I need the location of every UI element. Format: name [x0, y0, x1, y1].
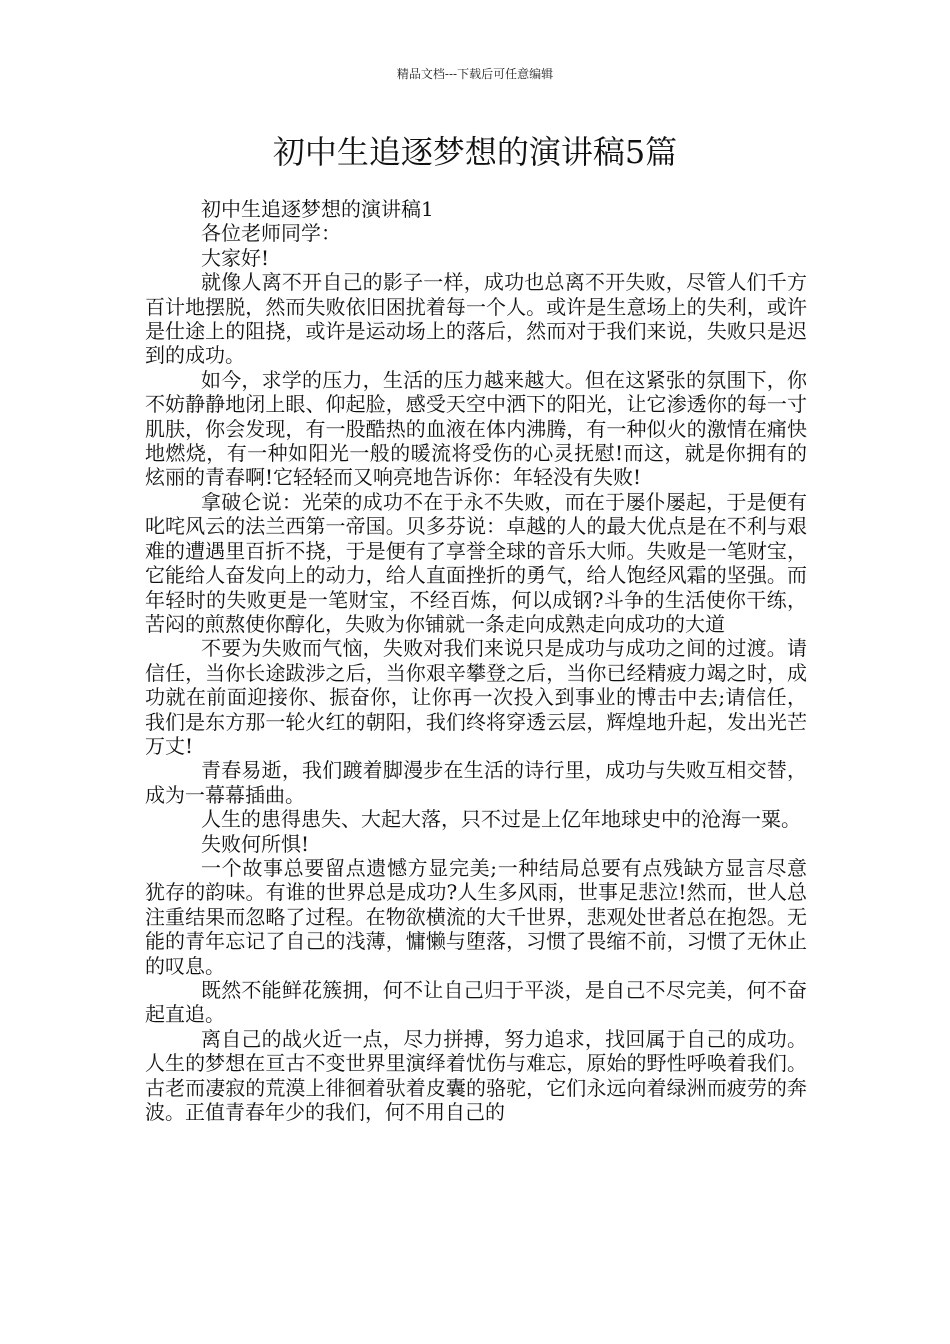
document-body: [145, 197, 807, 1124]
paragraph: 失败何所惧!: [201, 831, 310, 856]
paragraph: 就像人离不开自己的影子一样，成功也总离不开失败，尽管人们千方百计地摆脱，然而失败依旧困扰着每一个人。或许是生意场上的失利，或许是仕途上的阻挠，或许是运动场上的落后，然而对于我们来说，失败只是迟到的成功。: [145, 270, 807, 368]
paragraph: 既然不能鲜花簇拥，何不让自己归于平淡，是自己不尽完美，何不奋起直追。: [145, 978, 807, 1027]
greeting: 大家好!: [201, 245, 270, 270]
page-header: 精品文档---下载后可任意编辑: [396, 67, 554, 81]
paragraph: 离自己的战火近一点，尽力拼搏，努力追求，找回属于自己的成功。人生的梦想在亘古不变世界里演绎着忧伤与难忘，原始的野性呼唤着我们。古老而凄寂的荒漠上徘徊着驮着皮囊的骆驼，它们永远向着绿洲而疲劳的奔波。正值青春年少的我们，何不用自己的: [145, 1026, 807, 1125]
paragraph: 青春易逝，我们踱着脚漫步在生活的诗行里，成功与失败互相交替，成为一幕幕插曲。: [145, 758, 807, 807]
salutation: 各位老师同学：: [201, 221, 341, 246]
document-title: 初中生追逐梦想的演讲稿5篇: [272, 133, 678, 171]
paragraph: 如今，求学的压力，生活的压力越来越大。但在这紧张的氛围下，你不妨静静地闭上眼、仰起脸，感受天空中洒下的阳光，让它渗透你的每一寸肌肤，你会发现，有一股酷热的血液在体内沸腾，有一种似火的激情在痛快地燃烧，有一种如阳光一般的暖流将受伤的心灵抚慰!而这，就是你拥有的炫丽的青春啊!它轻轻而又响亮地告诉你：年轻没有失败!: [145, 367, 807, 490]
paragraph: 一个故事总要留点遗憾方显完美;一种结局总要有点残缺方显言尽意犹存的韵味。有谁的世界总是成功?人生多风雨，世事足悲泣!然而，世人总注重结果而忽略了过程。在物欲横流的大千世界，悲观处世者总在抱怨。无能的青年忘记了自己的浅薄，慵懒与堕落，习惯了畏缩不前，习惯了无休止的叹息。: [145, 855, 807, 978]
paragraph: 人生的患得患失、大起大落，只不过是上亿年地球史中的沧海一粟。: [201, 807, 801, 832]
paragraph: 拿破仑说：光荣的成功不在于永不失败，而在于屡仆屡起，于是便有叱咤风云的法兰西第一帝国。贝多芬说：卓越的人的最大优点是在不利与艰难的遭遇里百折不挠，于是便有了享誉全球的音乐大师。失败是一笔财宝，它能给人奋发向上的动力，给人直面挫折的勇气，给人饱经风霜的坚强。而年轻时的失败更是一笔财宝，不经百炼，何以成钢?斗争的生活使你干练，苦闷的煎熬使你醇化，失败为你铺就一条走向成熟走向成功的大道: [145, 489, 807, 636]
speech-heading: 初中生追逐梦想的演讲稿1: [201, 197, 434, 221]
paragraph: 不要为失败而气恼，失败对我们来说只是成功与成功之间的过渡。请信任，当你长途跋涉之后，当你艰辛攀登之后，当你已经精疲力竭之时，成功就在前面迎接你、振奋你，让你再一次投入到事业的博击中去;请信任，我们是东方那一轮火红的朝阳，我们终将穿透云层，辉煌地升起，发出光芒万丈!: [145, 636, 807, 758]
